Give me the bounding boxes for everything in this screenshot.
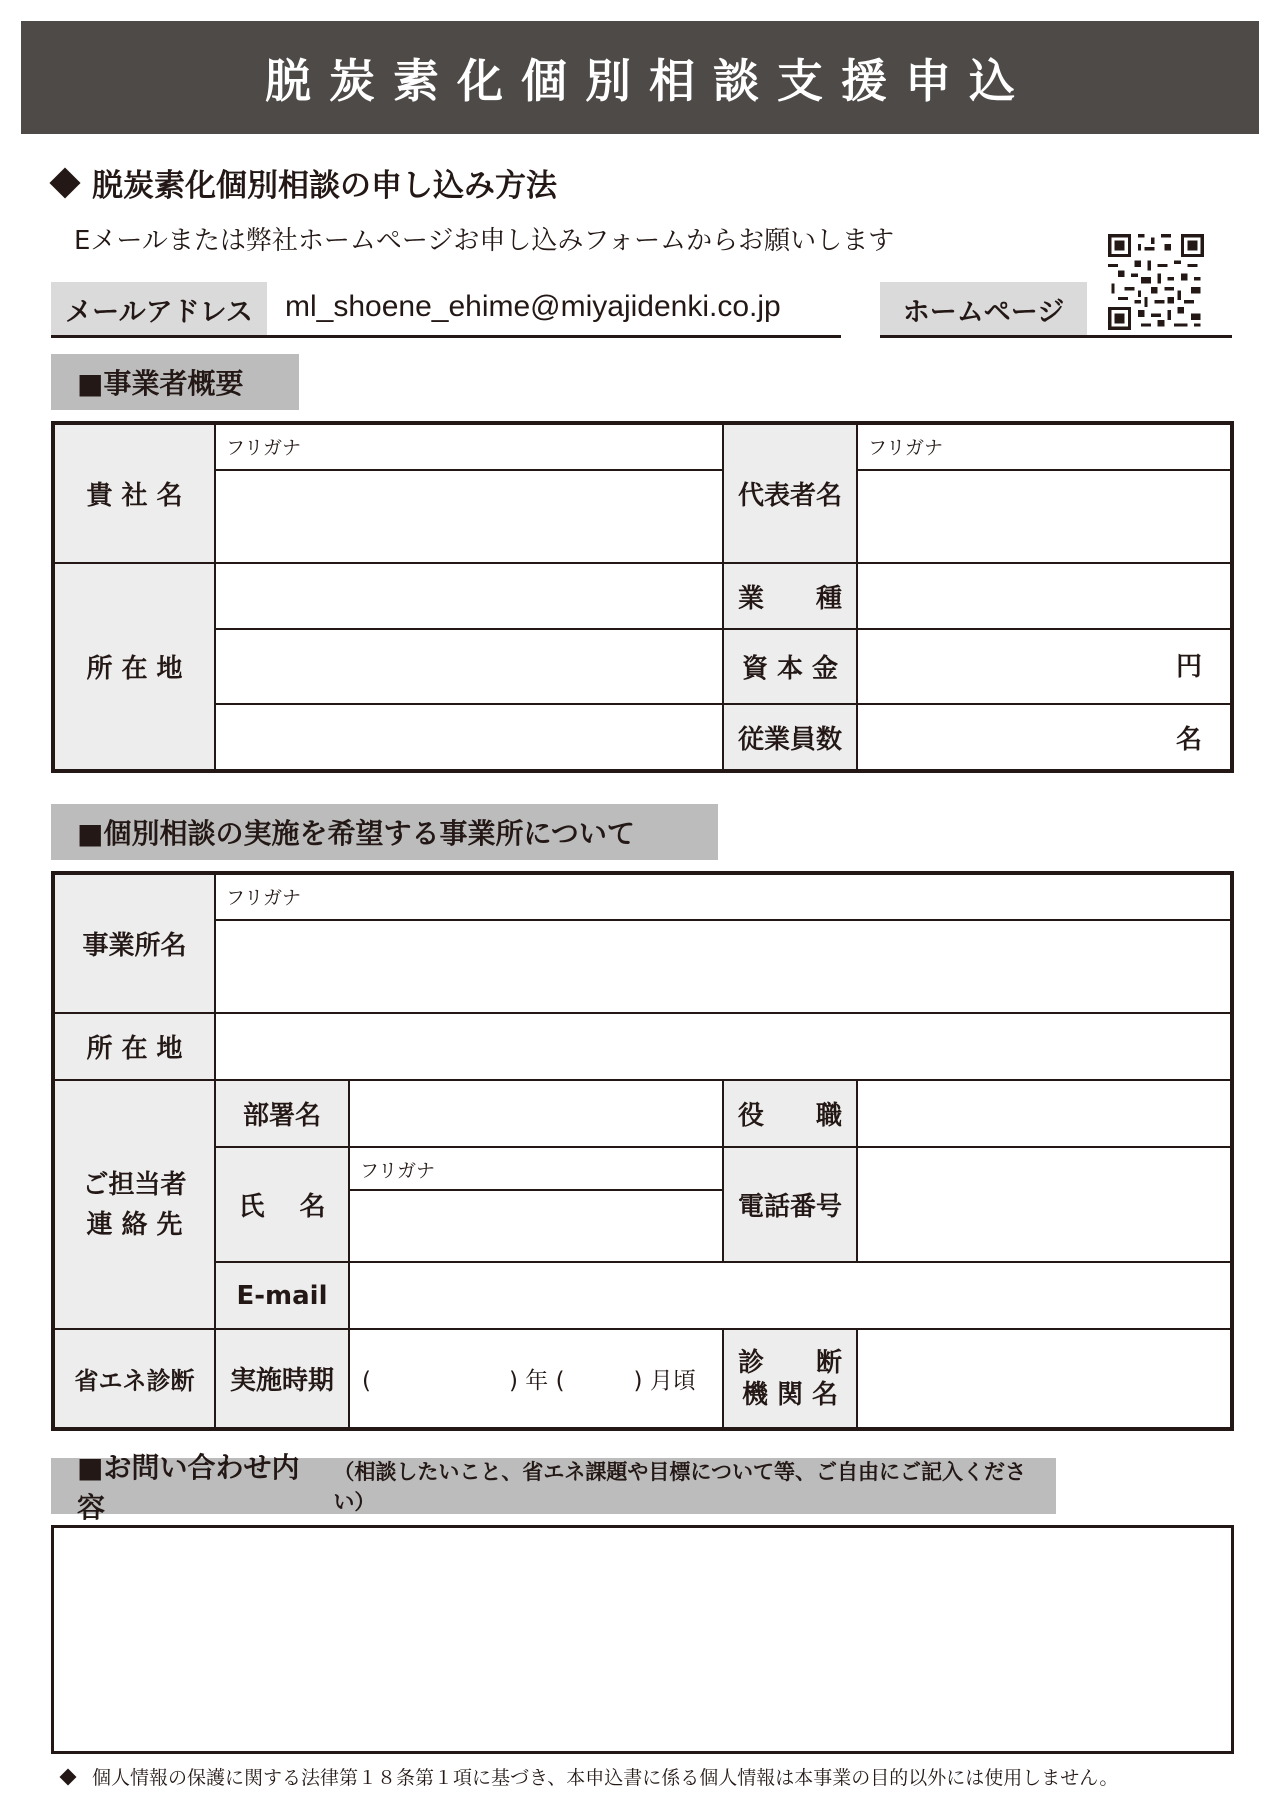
diagnosis-org-line2: 機 関 名: [741, 1379, 839, 1410]
employees-field[interactable]: [857, 704, 1231, 770]
diagnosis-label: 省エネ診断: [54, 1329, 215, 1428]
inquiry-hint: （相談したいこと、省エネ課題や目標について等、ご自由にご記入ください）: [333, 1460, 1026, 1514]
diamond-bullet-icon: [49, 167, 80, 198]
capital-label: 資 本 金: [723, 629, 857, 704]
phone-label: 電話番号: [723, 1147, 857, 1262]
company-furigana-field[interactable]: フリガナ: [215, 424, 723, 470]
privacy-note: [58, 1763, 1118, 1790]
mail-underline: [51, 335, 841, 338]
department-field[interactable]: [349, 1080, 723, 1147]
office-section-title: ■個別相談の実施を希望する事業所について: [51, 804, 718, 860]
representative-furigana-field[interactable]: フリガナ: [857, 424, 1231, 470]
industry-field[interactable]: [857, 563, 1231, 629]
company-address-line1[interactable]: [215, 563, 723, 629]
contact-label: [54, 1080, 215, 1329]
diagnosis-org-line1: 診 断: [737, 1347, 842, 1378]
company-address-label: 所 在 地: [54, 563, 215, 770]
privacy-note-text: 個人情報の保護に関する法律第１８条第１項に基づき、本申込書に係る個人情報は本事業の目的以外には使用しません。: [92, 1767, 1119, 1789]
period-field[interactable]: [349, 1329, 723, 1428]
representative-label: 代表者名: [723, 424, 857, 563]
title-banner: [21, 21, 1259, 134]
method-description: Eメールまたは弊社ホームページお申し込みフォームからお願いします: [74, 226, 895, 256]
person-furigana-field[interactable]: フリガナ: [349, 1147, 723, 1190]
company-section-title: ■事業者概要: [51, 354, 299, 410]
page-title: 脱炭素化個別相談支援申込: [265, 53, 1033, 108]
period-label: 実施時期: [215, 1329, 349, 1428]
position-field[interactable]: [857, 1080, 1231, 1147]
email-label: E-mail: [215, 1262, 349, 1329]
diagnosis-org-field[interactable]: [857, 1329, 1231, 1428]
method-heading: [48, 160, 557, 205]
employees-unit: 名: [1175, 725, 1202, 755]
company-address-line2[interactable]: [215, 629, 723, 704]
diagnosis-org-label: [723, 1329, 857, 1428]
inquiry-title-text: ■お問い合わせ内容: [77, 1451, 300, 1524]
office-furigana-field[interactable]: フリガナ: [215, 874, 1231, 920]
mail-label: メールアドレス: [51, 282, 267, 336]
company-name-field[interactable]: [215, 470, 723, 563]
contact-label-line2: 連 絡 先: [86, 1209, 183, 1240]
person-name-field[interactable]: [349, 1190, 723, 1262]
inquiry-textarea[interactable]: [51, 1525, 1234, 1754]
diamond-bullet-small-icon: [60, 1768, 77, 1785]
office-name-label: 事業所名: [54, 874, 215, 1013]
person-name-label: 氏 名: [215, 1147, 349, 1262]
office-name-field[interactable]: [215, 920, 1231, 1013]
employees-label: 従業員数: [723, 704, 857, 770]
qr-code-icon[interactable]: [1108, 234, 1204, 330]
office-table: [51, 871, 1234, 1431]
department-label: 部署名: [215, 1080, 349, 1147]
homepage-label: ホームページ: [880, 282, 1087, 336]
company-address-line3[interactable]: [215, 704, 723, 770]
period-template: ( ) 年 ( ) 月頃: [362, 1368, 696, 1394]
homepage-underline: [880, 335, 1232, 338]
mail-address[interactable]: ml_shoene_ehime@miyajidenki.co.jp: [285, 290, 781, 323]
phone-field[interactable]: [857, 1147, 1231, 1262]
position-label: 役 職: [723, 1080, 857, 1147]
capital-unit: 円: [1175, 652, 1202, 682]
representative-name-field[interactable]: [857, 470, 1231, 563]
contact-label-line1: ご担当者: [82, 1169, 187, 1200]
inquiry-section-title: [51, 1451, 1056, 1524]
company-name-label: 貴 社 名: [54, 424, 215, 563]
method-heading-text: 脱炭素化個別相談の申し込み方法: [92, 168, 557, 204]
office-address-label: 所 在 地: [54, 1013, 215, 1080]
capital-field[interactable]: [857, 629, 1231, 704]
email-field[interactable]: [349, 1262, 1231, 1329]
office-address-field[interactable]: [215, 1013, 1231, 1080]
company-table: [51, 421, 1234, 773]
industry-label: 業 種: [723, 563, 857, 629]
